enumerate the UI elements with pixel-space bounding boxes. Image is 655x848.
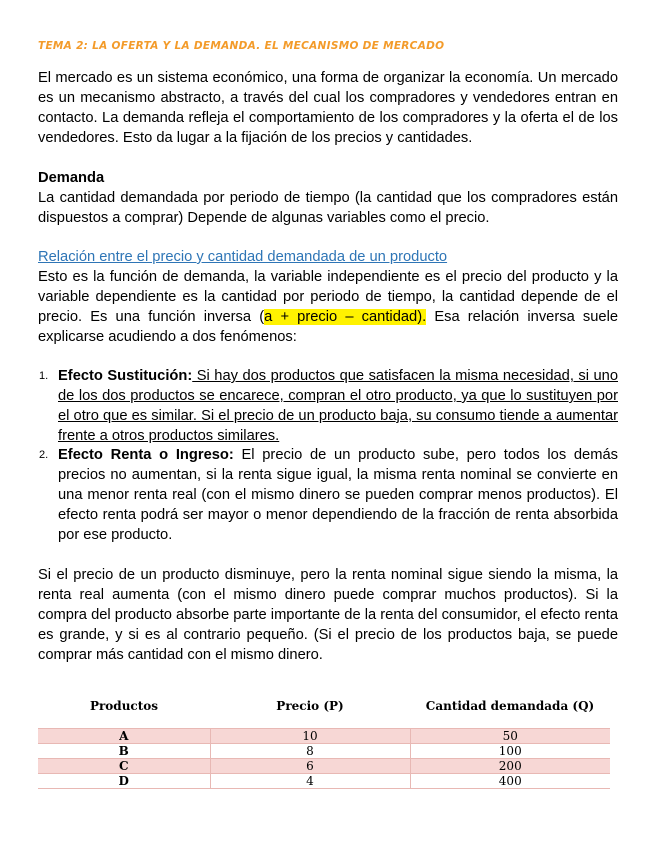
table-row (38, 744, 610, 759)
list-item-text: El precio de un producto sube, pero todos los demás precios no aumentan, si la renta sigue igual, la misma renta nominal se convierte en una menor renta real (con el mismo dinero se pueden comprar menos productos). El efecto renta podrá ser mayor o menor dependiendo de la fracción de renta absorbida por ese producto. (58, 447, 618, 543)
highlighted-formula: a + precio – cantidad). (264, 309, 427, 325)
table-row (38, 729, 610, 744)
list-item-renta (58, 445, 618, 545)
closing-paragraph: Si el precio de un producto disminuye, pero la renta nominal sigue siendo la misma, la renta real aumenta (con el mismo dinero puede comprar muchos productos). Si la compra del producto absorbe parte importante de la renta del consumidor, el efecto renta es grande, y si es al contrario pequeño. (Si el precio de los productos baja, se puede comprar más cantidad con el mismo dinero. (38, 567, 618, 663)
relacion-text-before: Esto es la función de demanda, la variable independiente es el precio del producto y la variable dependiente es la cantidad por periodo de tiempo, la cantidad depende de el precio. Es una función inversa ( (38, 269, 618, 325)
demanda-paragraph: La cantidad demandada por periodo de tiempo (la cantidad que los compradores están dispuestos a comprar) Depende de algunas variables como el precio. (38, 190, 618, 226)
list-item-number: 2. (39, 449, 49, 461)
relacion-paragraph (38, 267, 618, 347)
list-item-sustitucion (58, 366, 618, 446)
table-cell-product: B (38, 744, 210, 759)
table-cell-price: 4 (210, 774, 410, 789)
table-cell-product: D (38, 774, 210, 789)
table-header-cantidad: Cantidad demandada (Q) (425, 699, 595, 713)
table-cell-product: C (38, 759, 210, 774)
table-cell-price: 10 (210, 729, 410, 744)
relacion-heading-link[interactable]: Relación entre el precio y cantidad demandada de un producto (38, 249, 448, 265)
relacion-text-after: Esa relación inversa suele explicarse acudiendo a dos fenómenos: (38, 309, 619, 345)
list-item-text: Si hay dos productos que satisfacen la misma necesidad, si uno de los dos productos se encarece, compran el otro producto, ya que lo sustituyen por el otro que es similar. Si el precio de un producto baja, su consumo tiende a aumentar frente a otros productos similares. (58, 368, 618, 444)
table-header-precio: Precio (P) (276, 699, 344, 713)
list-item-title: Efecto Sustitución: (58, 368, 193, 384)
table-cell-quantity: 200 (410, 759, 610, 774)
intro-paragraph: El mercado es un sistema económico, una forma de organizar la economía. Un mercado es un mecanismo abstracto, a través del cual los compradores y vendedores entran en contacto. La demanda refleja el comportamiento de los compradores y la oferta el de los vendedores. Esto da lugar a la fijación de los precios y cantidades. (38, 70, 618, 146)
list-item-number: 1. (39, 370, 49, 382)
list-item-title: Efecto Renta o Ingreso: (58, 447, 234, 463)
table-row (38, 759, 610, 774)
table-cell-quantity: 400 (410, 774, 610, 789)
table-cell-price: 8 (210, 744, 410, 759)
table-cell-quantity: 100 (410, 744, 610, 759)
table-header-row (38, 694, 610, 718)
document-header: TEMA 2: LA OFERTA Y LA DEMANDA. EL MECANISMO DE MERCADO (38, 40, 445, 52)
table-cell-price: 6 (210, 759, 410, 774)
demand-table (38, 694, 610, 789)
table-cell-product: A (38, 729, 210, 744)
table-header-productos: Productos (89, 699, 159, 713)
table-row (38, 774, 610, 789)
demanda-heading: Demanda (38, 170, 105, 186)
table-cell-quantity: 50 (410, 729, 610, 744)
